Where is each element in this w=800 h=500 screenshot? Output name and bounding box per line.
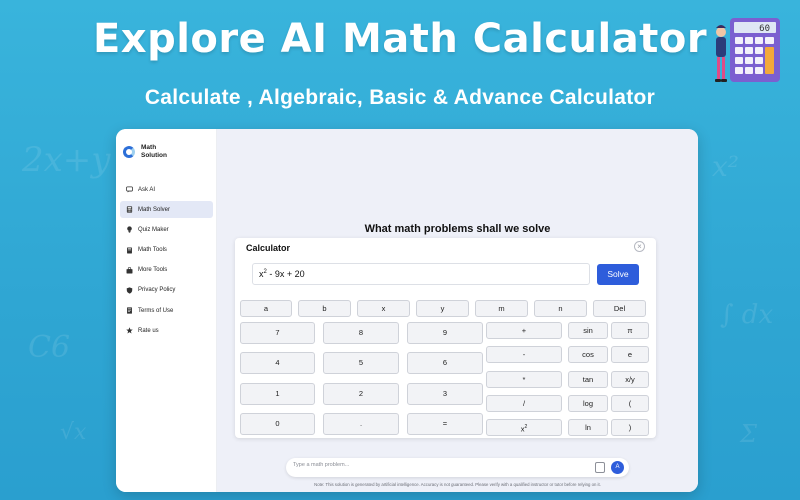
key-tan[interactable]: tan xyxy=(568,371,608,388)
sidebar-item-terms-of-use[interactable] xyxy=(120,302,213,319)
brand-logo-icon xyxy=(123,146,135,158)
key-log[interactable]: log xyxy=(568,395,608,412)
key-m[interactable]: m xyxy=(475,300,528,317)
main-content xyxy=(217,129,698,492)
key-square-base: x xyxy=(520,424,525,434)
key-6[interactable]: 6 xyxy=(407,352,483,374)
banner-title: Explore AI Math Calculator xyxy=(92,16,708,62)
key-3[interactable]: 3 xyxy=(407,383,483,405)
key-plus[interactable]: + xyxy=(486,322,562,339)
key-7[interactable]: 7 xyxy=(240,322,315,344)
key-open-paren[interactable]: ( xyxy=(611,395,649,412)
key-8[interactable]: 8 xyxy=(323,322,399,344)
brand-name: Math Solution xyxy=(141,144,167,159)
sidebar-item-math-solver[interactable] xyxy=(120,201,213,218)
app-window xyxy=(116,129,698,492)
sidebar-item-label: Math Solver xyxy=(138,206,171,213)
sidebar-item-label: Privacy Policy xyxy=(138,287,176,294)
sidebar-item-more-tools[interactable] xyxy=(120,262,213,279)
key-delete[interactable]: Del xyxy=(593,300,646,317)
chat-icon xyxy=(126,186,133,193)
key-minus[interactable]: - xyxy=(486,346,562,363)
key-sin[interactable]: sin xyxy=(568,322,608,339)
key-equals[interactable]: = xyxy=(407,413,483,435)
key-pi[interactable]: π xyxy=(611,322,649,339)
sidebar-item-privacy-policy[interactable] xyxy=(120,282,213,299)
background-decoration: 2x+y C6 x² ∫ dx √x Σ xyxy=(22,140,774,448)
disclaimer-text: Note: This solution is generated by artificial intelligence. Accuracy is not guaranteed. Please verify with a qualified instructor or tutor before relying on it. xyxy=(314,482,601,487)
send-button[interactable]: A xyxy=(611,461,624,474)
calculator-title: Calculator xyxy=(246,243,291,253)
toolbox-icon xyxy=(126,267,133,274)
document-icon xyxy=(126,307,133,314)
calculator-icon xyxy=(126,206,133,213)
key-a[interactable]: a xyxy=(240,300,292,317)
sidebar xyxy=(116,129,217,492)
calculator-toggle-icon[interactable] xyxy=(595,462,605,473)
key-2[interactable]: 2 xyxy=(323,383,399,405)
shield-icon xyxy=(126,287,133,294)
key-e[interactable]: e xyxy=(611,346,649,363)
key-5[interactable]: 5 xyxy=(323,352,399,374)
mascot-display: 60 xyxy=(759,24,770,34)
key-divide[interactable]: / xyxy=(486,395,562,412)
key-close-paren[interactable]: ) xyxy=(611,419,649,436)
key-9[interactable]: 9 xyxy=(407,322,483,344)
sidebar-item-label: More Tools xyxy=(138,267,168,274)
key-n[interactable]: n xyxy=(534,300,587,317)
sidebar-item-label: Rate us xyxy=(138,327,159,334)
key-x[interactable]: x xyxy=(357,300,410,317)
key-y[interactable]: y xyxy=(416,300,469,317)
key-b[interactable]: b xyxy=(298,300,351,317)
sidebar-item-label: Terms of Use xyxy=(138,307,174,314)
star-icon xyxy=(126,327,133,334)
sidebar-item-label: Ask AI xyxy=(138,186,156,193)
banner-subtitle: Calculate , Algebraic, Basic & Advance Calculator xyxy=(144,86,656,109)
key-decimal[interactable]: . xyxy=(323,413,399,435)
calculator-panel xyxy=(235,238,656,438)
key-ln[interactable]: ln xyxy=(568,419,608,436)
ask-bar xyxy=(286,458,629,477)
key-0[interactable]: 0 xyxy=(240,413,315,435)
sidebar-item-label: Quiz Maker xyxy=(138,226,169,233)
brand[interactable] xyxy=(123,144,181,159)
key-square-exponent: 2 xyxy=(524,424,528,430)
lightbulb-icon xyxy=(126,226,133,233)
page-title: What math problems shall we solve xyxy=(364,223,551,235)
sidebar-item-rate-us[interactable] xyxy=(120,322,213,339)
expression-base: x xyxy=(259,269,264,279)
sidebar-item-ask-ai[interactable] xyxy=(120,181,213,198)
key-cos[interactable]: cos xyxy=(568,346,608,363)
key-multiply[interactable]: * xyxy=(486,371,562,388)
sidebar-item-math-tools[interactable] xyxy=(120,242,213,259)
calculator-mascot-illustration xyxy=(708,14,788,88)
close-icon[interactable]: × xyxy=(634,241,645,252)
key-1[interactable]: 1 xyxy=(240,383,315,405)
book-icon xyxy=(126,247,133,254)
expression-exponent: 2 xyxy=(263,269,267,275)
sidebar-nav xyxy=(120,181,213,343)
solve-button[interactable]: Solve xyxy=(597,264,639,285)
sidebar-item-quiz-maker[interactable] xyxy=(120,221,213,238)
expression-rest: - 9x + 20 xyxy=(266,269,305,279)
key-4[interactable]: 4 xyxy=(240,352,315,374)
math-problem-input[interactable]: Type a math problem... xyxy=(293,462,350,468)
key-square[interactable] xyxy=(486,419,562,436)
key-fraction[interactable]: x/y xyxy=(611,371,649,388)
expression-input[interactable] xyxy=(252,263,590,285)
sidebar-item-label: Math Tools xyxy=(138,247,167,254)
